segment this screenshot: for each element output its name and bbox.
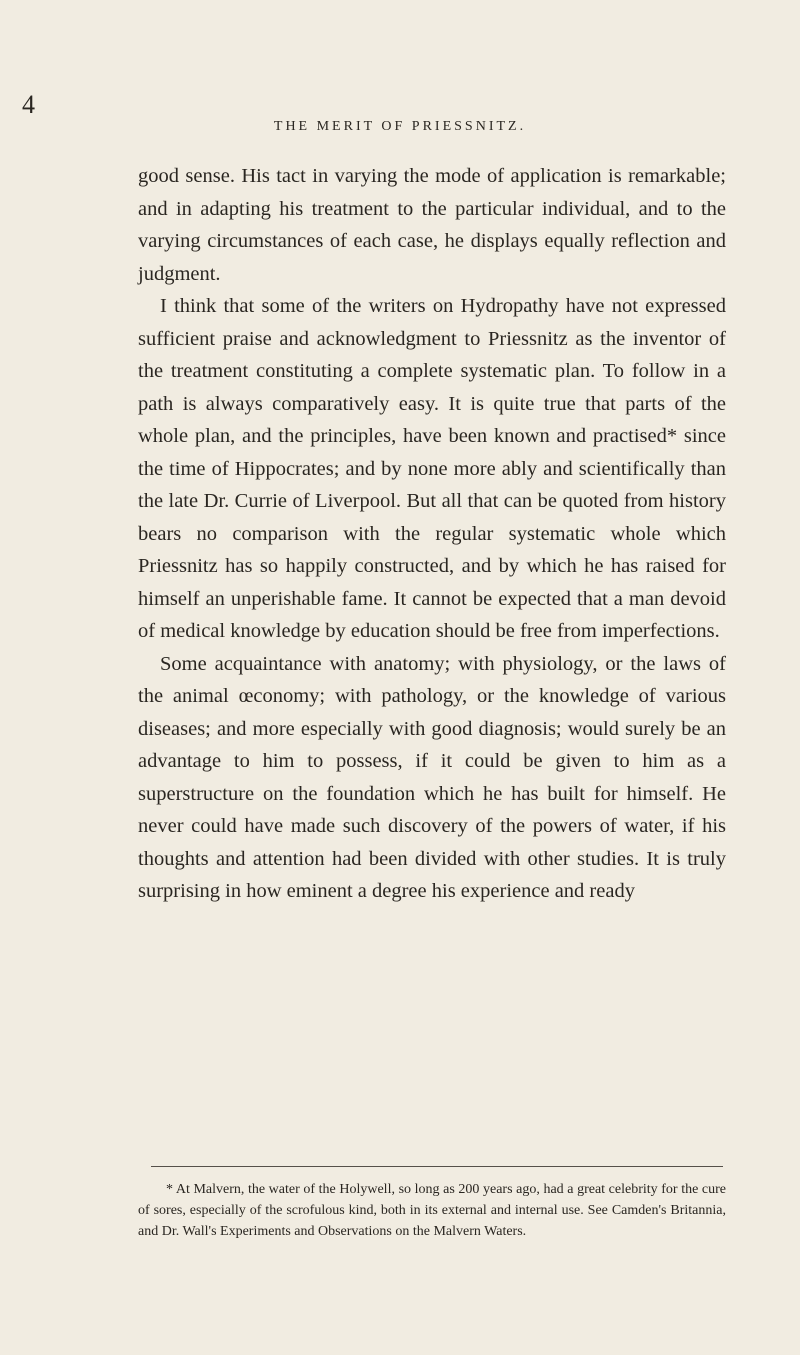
- footnote: * At Malvern, the water of the Holywell, so long as 200 years ago, had a great celebrity for the cure of sores, especially of the scrofulous kind, both in its external and internal use. See Camden's Britannia, and Dr. Wall's Experiments and Observations on the Malvern Waters.: [138, 1182, 726, 1239]
- page-number: 4: [22, 90, 35, 119]
- footnote-divider: [151, 1166, 723, 1167]
- paragraph-2: I think that some of the writers on Hydropathy have not expressed sufficient praise and acknowledgment to Priessnitz as the inventor of the treatment constituting a complete systematic plan. To follow in a path is always comparatively easy. It is quite true that parts of the whole plan, and the principles, have been known and practised* since the time of Hippocrates; and by none more ably and scientifically than the late Dr. Currie of Liverpool. But all that can be quoted from history bears no comparison with the regular systematic whole which Priessnitz has so happily constructed, and by which he has raised for himself an unperishable fame. It cannot be expected that a man devoid of medical knowledge by education should be free from imperfections.: [138, 295, 726, 642]
- running-head: THE MERIT OF PRIESSNITZ.: [273, 119, 527, 134]
- paragraph-1: good sense. His tact in varying the mode of application is remarkable; and in adapting his treatment to the particular individual, and to the varying circumstances of each case, he displays equally reflection and judgment.: [138, 165, 726, 285]
- body-text: [138, 160, 726, 908]
- paragraph-3: Some acquaintance with anatomy; with physiology, or the laws of the animal œconomy; with pathology, or the knowledge of various diseases; and more especially with good diagnosis; would surely be an advantage to him to possess, if it could be given to him as a superstructure on the foundation which he has built for himself. He never could have made such discovery of the powers of water, if his thoughts and attention had been divided with other studies. It is truly surprising in how eminent a degree his experience and ready: [138, 652, 726, 902]
